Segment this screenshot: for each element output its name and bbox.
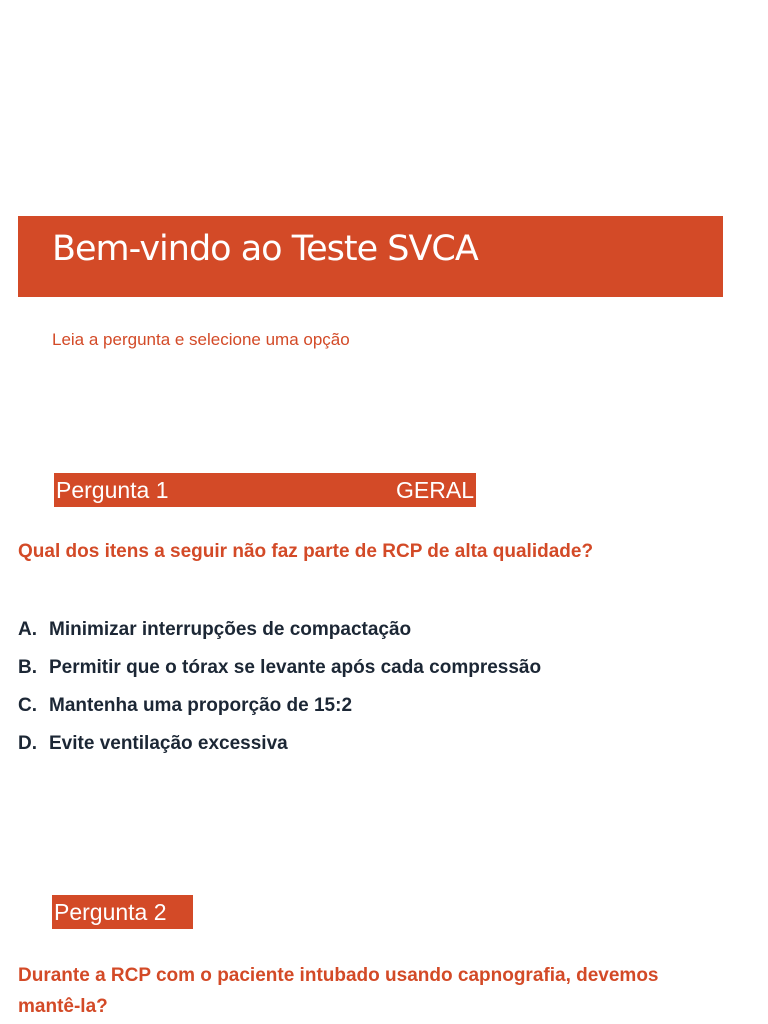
- option-b-text: Permitir que o tórax se levante após cada compressão: [49, 657, 542, 678]
- option-c-letter: C.: [18, 695, 37, 716]
- option-a-text: Minimizar interrupções de compactação: [49, 619, 412, 640]
- question-1-options: [18, 611, 541, 763]
- option-b-letter: B.: [18, 657, 37, 678]
- option-d[interactable]: [18, 725, 541, 763]
- question-1-text: Qual dos itens a seguir não faz parte de RCP de alta qualidade?: [18, 541, 594, 562]
- option-a-letter: A.: [18, 619, 37, 640]
- option-b[interactable]: [18, 649, 541, 687]
- option-d-text: Evite ventilação excessiva: [49, 733, 288, 754]
- option-c-text: Mantenha uma proporção de 15:2: [49, 695, 353, 716]
- option-a[interactable]: [18, 611, 541, 649]
- option-d-letter: D.: [18, 733, 37, 754]
- question-1-category: GERAL: [396, 477, 474, 503]
- title-banner: [18, 216, 723, 297]
- question-1-label: Pergunta 1: [56, 477, 169, 503]
- question-2-header: [52, 895, 193, 929]
- option-c[interactable]: [18, 687, 541, 725]
- question-1-header: [54, 473, 476, 507]
- page-title: Bem-vindo ao Teste SVCA: [52, 229, 478, 269]
- question-2-text: Durante a RCP com o paciente intubado usando capnografia, devemos mantê-la?: [18, 965, 659, 1017]
- question-2-label: Pergunta 2: [54, 899, 167, 925]
- instructions-text: Leia a pergunta e selecione uma opção: [52, 330, 350, 349]
